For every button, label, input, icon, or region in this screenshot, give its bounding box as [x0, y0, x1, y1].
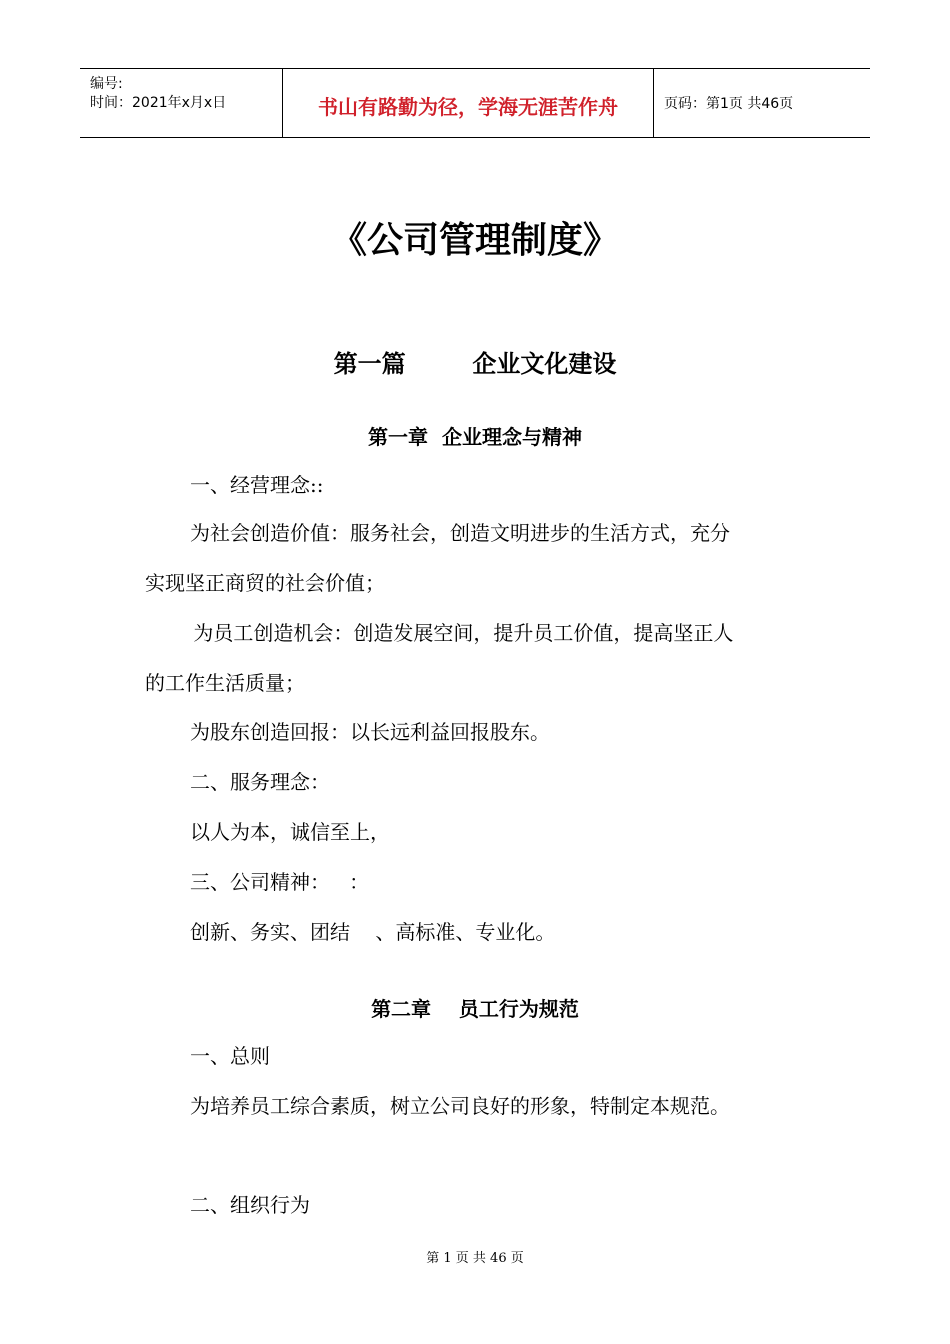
paragraph: 实现坚正商贸的社会价值； [145, 571, 385, 595]
paragraph: 为股东创造回报：以长远利益回报股东。 [190, 720, 550, 744]
page-footer: 第 1 页 共 46 页 [426, 1251, 524, 1266]
paragraph: 一、总则 [190, 1044, 270, 1068]
paragraph: 为社会创造价值：服务社会，创造文明进步的生活方式，充分 [190, 521, 730, 545]
paragraph: 一、经营理念:: [190, 473, 324, 497]
paragraph: 以人为本，诚信至上， [190, 820, 390, 844]
paragraph: 三、公司精神： ： [190, 870, 370, 894]
document-title: 《公司管理制度》 [330, 220, 619, 261]
paragraph: 的工作生活质量； [145, 671, 305, 695]
header-time-label: 时间：2021年x月x日 [90, 95, 227, 111]
paragraph: 创新、务实、团结 、高标准、专业化。 [190, 920, 556, 944]
paragraph: 二、组织行为 [190, 1193, 310, 1217]
part-title: 第一篇 企业文化建设 [333, 350, 617, 378]
chapter-2-title: 第二章 员工行为规范 [371, 997, 579, 1021]
chapter-1-title: 第一章 企业理念与精神 [368, 425, 582, 449]
paragraph: 二、服务理念： [190, 770, 330, 794]
paragraph: 为员工创造机会：创造发展空间，提升员工价值，提高坚正人 [187, 621, 734, 645]
header-number-label: 编号: [90, 76, 123, 92]
paragraph: 为培养员工综合素质，树立公司良好的形象，特制定本规范。 [190, 1094, 730, 1118]
header-motto: 书山有路勤为径，学海无涯苦作舟 [282, 69, 654, 137]
header-table [80, 68, 870, 138]
header-meta-cell [80, 69, 282, 137]
header-page-info: 页码：第1页 共46页 [664, 96, 794, 112]
